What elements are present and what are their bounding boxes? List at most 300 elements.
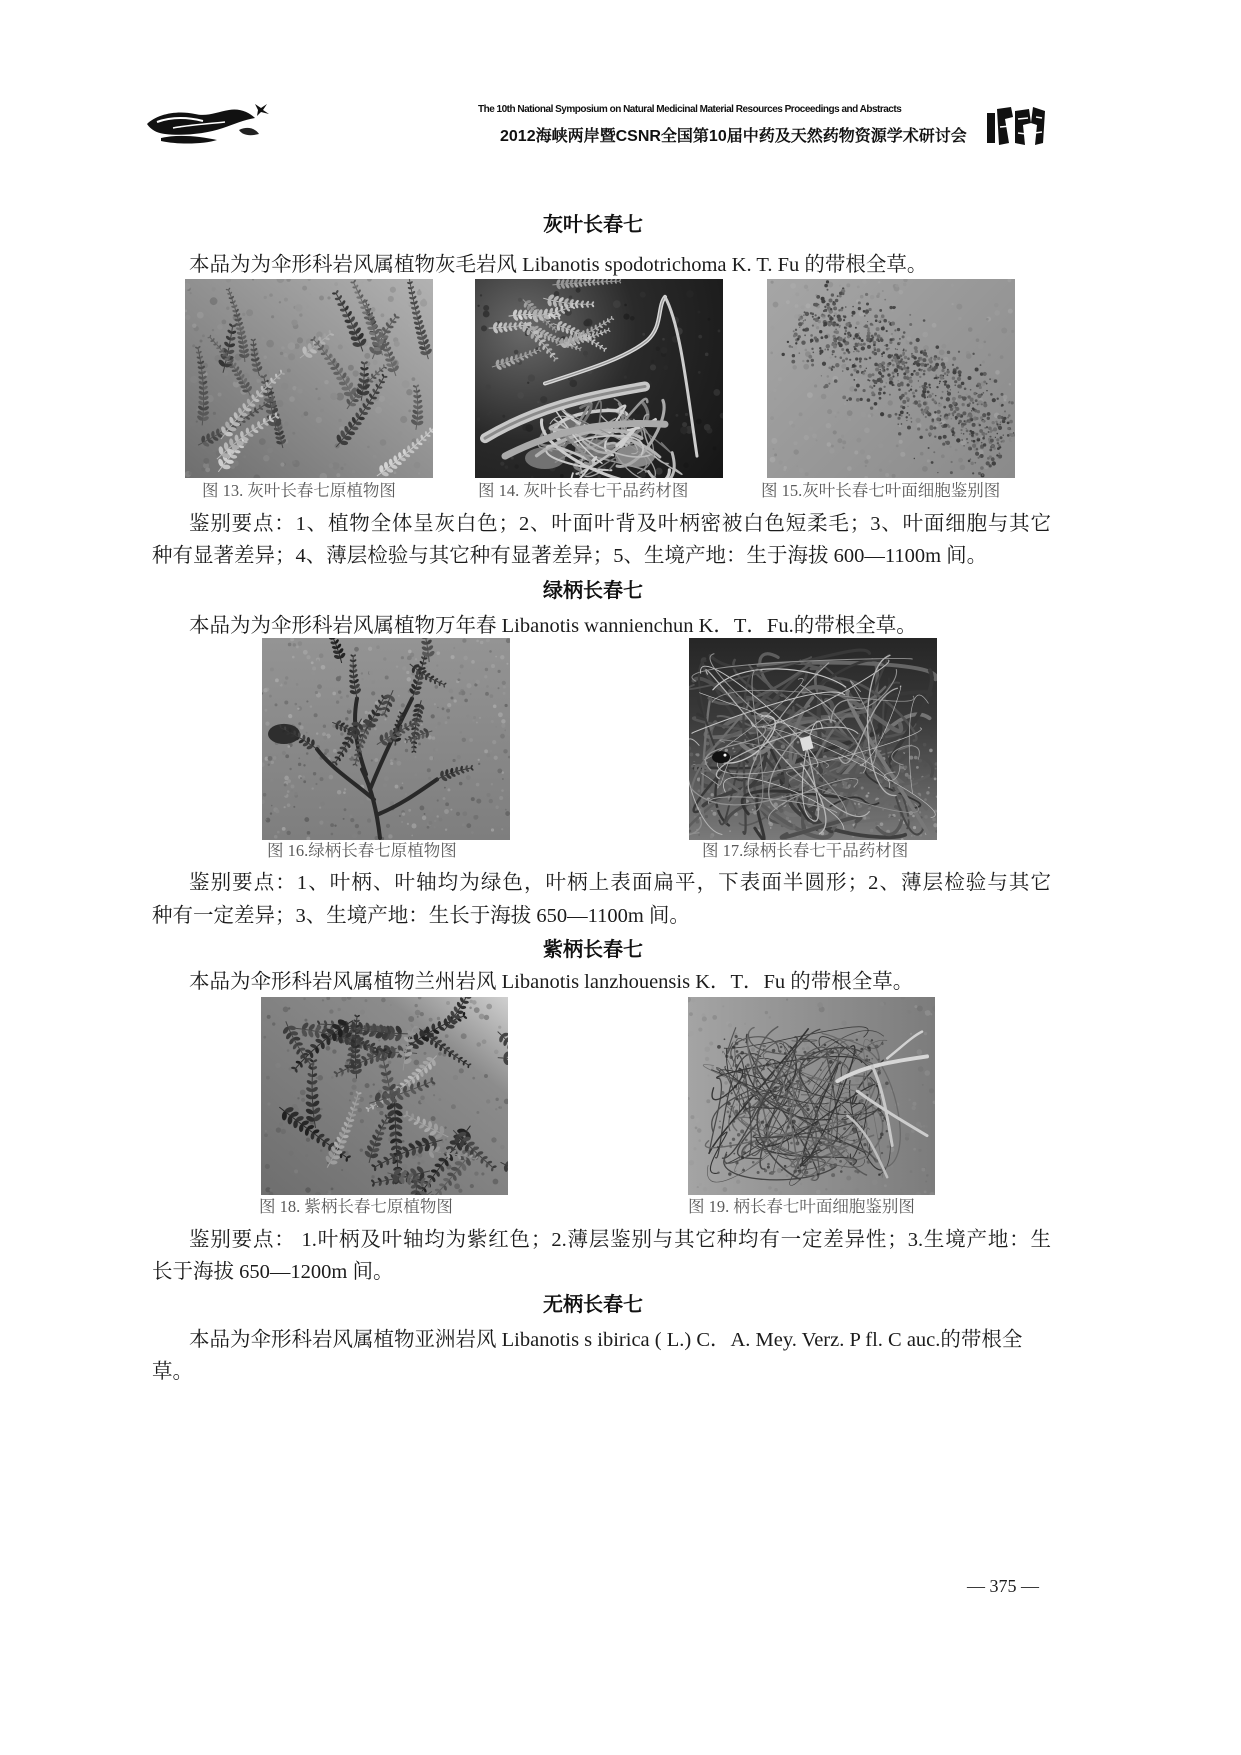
cell-dot [819,330,822,333]
cell-dot [979,429,983,433]
texture-speck [478,759,480,761]
texture-speck [774,453,777,456]
texture-speck [270,667,274,671]
texture-speck [688,997,691,1002]
texture-speck [302,776,305,779]
cell-dot [859,360,861,362]
cell-dot [879,309,882,312]
cell-dot [868,374,872,378]
cell-dot [863,310,866,313]
texture-speck [297,337,303,343]
leaflet [257,421,260,426]
cell-dot [901,368,903,370]
texture-speck [895,284,898,287]
cell-dot [992,461,996,465]
texture-speck [786,998,788,1000]
texture-speck [401,703,405,707]
leaflet [350,281,354,283]
texture-speck [297,1097,299,1099]
frond [349,654,362,699]
texture-speck [795,292,799,296]
cell-dot [810,339,814,343]
texture-speck [265,722,269,726]
texture-speck [788,1099,791,1102]
texture-speck [697,1128,702,1133]
cell-dot [913,402,915,404]
texture-speck [732,1046,735,1049]
texture-speck [857,285,860,288]
texture-speck [932,1006,935,1012]
cell-dot [876,327,880,331]
texture-speck [288,643,292,647]
texture-speck [499,1106,502,1109]
texture-speck [734,1085,738,1089]
cell-dot [858,342,860,344]
texture-speck [878,281,880,283]
cell-dot [948,413,950,415]
texture-speck [711,1152,713,1154]
texture-speck [896,444,899,447]
texture-speck [843,1127,846,1130]
texture-speck [799,412,803,416]
texture-speck [713,812,717,816]
texture-speck [217,324,223,330]
cell-dot [901,423,903,425]
cell-dot [845,342,848,345]
cell-dot [940,415,942,417]
cell-dot [947,369,949,371]
texture-speck [712,1015,717,1020]
leaflet [430,1194,435,1195]
cell-dot [856,398,860,402]
cell-dot [896,365,899,368]
cell-dot [869,308,872,311]
texture-speck [431,714,435,718]
cell-dot [969,414,973,418]
cell-dot [1013,432,1014,433]
texture-speck [312,666,316,670]
cell-dot [982,437,985,440]
cell-dot [855,357,858,360]
texture-speck [189,420,196,427]
texture-speck [739,838,742,840]
texture-speck [911,835,913,837]
cell-dot [901,394,905,398]
cell-dot [946,397,950,401]
texture-speck [402,812,405,815]
texture-speck [320,408,324,412]
texture-speck [390,1004,392,1006]
texture-speck [305,1187,311,1193]
texture-speck [729,1142,732,1145]
texture-speck [276,400,283,407]
texture-speck [284,421,289,426]
frond [332,290,368,352]
cell-dot [871,335,874,338]
leaflet [463,1062,465,1066]
cell-dot [867,398,871,402]
texture-speck [394,471,397,474]
texture-speck [554,291,559,296]
texture-speck [310,705,312,707]
texture-speck [922,466,928,472]
cell-dot [883,392,886,395]
texture-speck [315,388,317,390]
cell-dot [876,348,880,352]
texture-speck [640,292,646,298]
texture-speck [752,809,754,811]
cell-dot [918,400,921,403]
texture-speck [495,1098,498,1101]
cell-dot [966,429,969,432]
texture-speck [334,824,336,826]
cell-dot [881,314,885,318]
texture-speck [827,375,830,378]
texture-speck [779,460,783,464]
texture-speck [408,650,412,654]
texture-speck [394,758,397,761]
texture-speck [442,707,445,710]
cell-dot [906,420,907,421]
texture-speck [456,812,460,816]
texture-speck [502,778,504,780]
texture-speck [444,809,449,814]
cell-dot [904,365,906,367]
cell-dot [958,422,960,424]
texture-speck [400,786,403,789]
cell-dot [837,295,839,297]
cell-dot [888,348,890,350]
texture-speck [711,793,714,796]
cell-dot [997,447,1000,450]
cell-dot [1011,401,1014,404]
cell-dot [967,442,968,443]
texture-speck [200,339,203,342]
cell-dot [903,331,906,334]
cell-dot [910,417,912,419]
cell-dot [803,315,804,316]
cell-dot [983,392,985,394]
texture-speck [364,353,370,359]
cell-dot [824,306,826,308]
cell-dot [845,358,848,361]
cell-dot [987,417,990,420]
texture-speck [417,290,422,295]
cell-dot [902,354,904,356]
texture-speck [844,1111,846,1113]
cell-dot [904,392,907,395]
texture-speck [955,449,958,452]
texture-speck [930,1192,935,1195]
texture-speck [491,664,495,668]
texture-speck [402,380,410,388]
cell-dot [854,363,855,364]
texture-speck [316,417,322,423]
texture-speck [212,450,214,452]
texture-speck [598,475,602,478]
texture-speck [713,389,720,396]
texture-speck [294,792,297,795]
texture-speck [763,1107,765,1109]
cell-dot [952,377,955,380]
texture-speck [471,797,475,801]
texture-speck [337,790,341,794]
texture-speck [866,794,869,797]
texture-speck [433,1096,435,1098]
texture-speck [420,1012,424,1016]
texture-speck [623,314,629,320]
cell-dot [842,292,845,295]
leaflet [430,1077,433,1082]
texture-speck [453,647,455,649]
texture-speck [485,384,491,390]
texture-speck [268,756,273,761]
texture-speck [348,365,354,371]
texture-speck [420,806,425,811]
texture-speck [358,1108,362,1112]
texture-speck [436,664,438,666]
texture-speck [414,462,421,469]
cell-dot [853,379,855,381]
cell-dot [882,351,885,354]
texture-speck [303,997,306,1000]
texture-speck [933,1100,935,1104]
texture-speck [283,792,287,796]
cell-dot [855,343,858,346]
texture-speck [319,296,324,301]
cell-dot [954,380,957,383]
texture-speck [384,776,389,781]
cell-dot [975,452,979,456]
leaflet [350,403,356,406]
texture-speck [266,1076,270,1080]
cell-dot [882,370,884,372]
cell-dot [964,420,966,422]
texture-speck [253,474,260,478]
texture-speck [471,831,474,834]
texture-speck [747,832,751,836]
root-strand [760,1059,775,1079]
texture-speck [432,736,435,739]
cell-dot [987,412,991,416]
texture-speck [474,1007,480,1013]
texture-speck [900,1189,902,1191]
cell-dot [838,337,842,341]
texture-speck [498,1026,501,1029]
cell-dot [838,342,841,345]
texture-speck [462,738,466,742]
texture-speck [271,805,273,807]
texture-speck [333,749,337,753]
texture-speck [925,1125,927,1127]
cell-dot [982,474,984,476]
cell-dot [977,394,981,398]
texture-speck [1004,399,1007,402]
texture-speck [783,1033,789,1039]
texture-speck [929,749,933,753]
cell-dot [814,336,817,339]
texture-speck [277,279,285,283]
texture-speck [330,823,334,827]
texture-speck [887,1145,890,1148]
leaflet [389,326,394,329]
cell-dot [978,472,981,475]
texture-speck [295,703,298,706]
texture-speck [780,1046,783,1049]
cell-dot [899,342,901,344]
cell-dot [970,458,972,460]
cell-dot [847,369,848,370]
texture-speck [406,389,412,395]
texture-speck [928,787,930,789]
texture-speck [500,734,505,739]
texture-speck [891,309,894,312]
cell-dot [929,426,933,430]
texture-speck [847,410,853,416]
key-points-line: 鉴别要点：1、植物全体呈灰白色；2、叶面叶背及叶柄密被白色短柔毛；3、叶面细胞与其它 [189,513,1051,535]
cell-dot [968,460,971,463]
texture-speck [923,743,927,747]
texture-speck [365,711,368,714]
texture-speck [437,707,439,709]
cell-dot [970,389,972,391]
texture-speck [291,319,297,325]
cell-dot [983,443,986,446]
texture-speck [269,695,272,698]
texture-speck [858,803,860,805]
texture-speck [307,831,311,835]
texture-speck [423,1052,426,1055]
cell-dot [821,375,822,376]
texture-speck [797,1049,800,1052]
cell-dot [980,466,984,470]
cell-dot [859,337,862,340]
cell-dot [870,323,873,326]
cell-dot [989,436,991,438]
texture-speck [729,1145,732,1148]
cell-dot [912,392,915,395]
figure-15-caption: 图 15.灰叶长春七叶面细胞鉴别图 [761,481,1001,500]
texture-speck [185,310,187,313]
texture-speck [882,809,884,811]
texture-speck [912,815,915,818]
texture-speck [467,683,472,688]
cell-dot [955,407,959,411]
texture-speck [415,773,418,776]
cell-dot [888,321,890,323]
texture-speck [525,424,533,432]
cell-dot [886,368,889,371]
texture-speck [773,389,776,392]
figure-19-photo [688,997,935,1195]
cell-dot [855,334,858,337]
cell-dot [860,398,863,401]
cell-dot [982,413,986,417]
texture-speck [476,799,481,804]
texture-speck [987,280,990,283]
cell-dot [997,442,999,444]
texture-speck [802,360,804,362]
texture-speck [693,826,696,829]
cell-dot [876,339,878,341]
frond [364,1114,391,1163]
texture-speck [493,704,497,708]
cell-dot [907,383,910,386]
texture-speck [501,719,505,723]
texture-speck [919,811,921,813]
texture-speck [984,340,987,343]
cell-dot [980,416,983,419]
texture-speck [383,783,387,787]
texture-speck [735,1035,738,1038]
cell-dot [831,293,834,296]
texture-speck [243,455,246,458]
texture-speck [914,1005,917,1008]
cell-dot [962,403,964,405]
texture-speck [833,430,837,434]
cell-dot [956,413,960,417]
texture-speck [479,717,481,719]
texture-speck [840,1170,843,1173]
cell-dot [894,329,896,331]
texture-speck [941,344,946,349]
cell-dot [866,368,867,369]
cell-dot [852,367,853,368]
texture-speck [315,691,318,694]
cell-dot [903,349,905,351]
cell-dot [792,354,795,357]
cell-dot [942,391,944,393]
texture-speck [262,692,263,694]
texture-speck [294,669,297,672]
cell-dot [988,431,990,433]
texture-speck [929,1088,934,1093]
texture-speck [282,827,286,831]
texture-speck [855,378,857,380]
texture-speck [331,1076,334,1079]
cell-dot [933,451,935,453]
cell-dot [937,357,940,360]
texture-speck [905,773,909,777]
cell-dot [939,383,940,384]
cell-dot [1001,404,1004,407]
texture-speck [766,1106,769,1109]
texture-speck [291,790,293,792]
cell-dot [921,410,925,414]
texture-speck [794,314,798,318]
cell-dot [932,393,934,395]
cell-dot [925,412,927,414]
texture-speck [443,797,446,800]
cell-dot [869,385,872,388]
cell-dot [969,402,971,404]
texture-speck [505,809,507,811]
texture-speck [1009,383,1011,385]
figure-14-photo [475,279,723,478]
texture-speck [361,281,364,284]
texture-speck [306,752,309,755]
cell-dot [824,335,828,339]
texture-speck [860,295,864,299]
texture-speck [364,999,367,1002]
texture-speck [477,417,480,420]
cell-dot [952,412,955,415]
texture-speck [899,425,901,427]
texture-speck [706,1099,710,1103]
texture-speck [384,718,386,720]
cell-dot [844,326,846,328]
cell-dot [891,354,893,356]
